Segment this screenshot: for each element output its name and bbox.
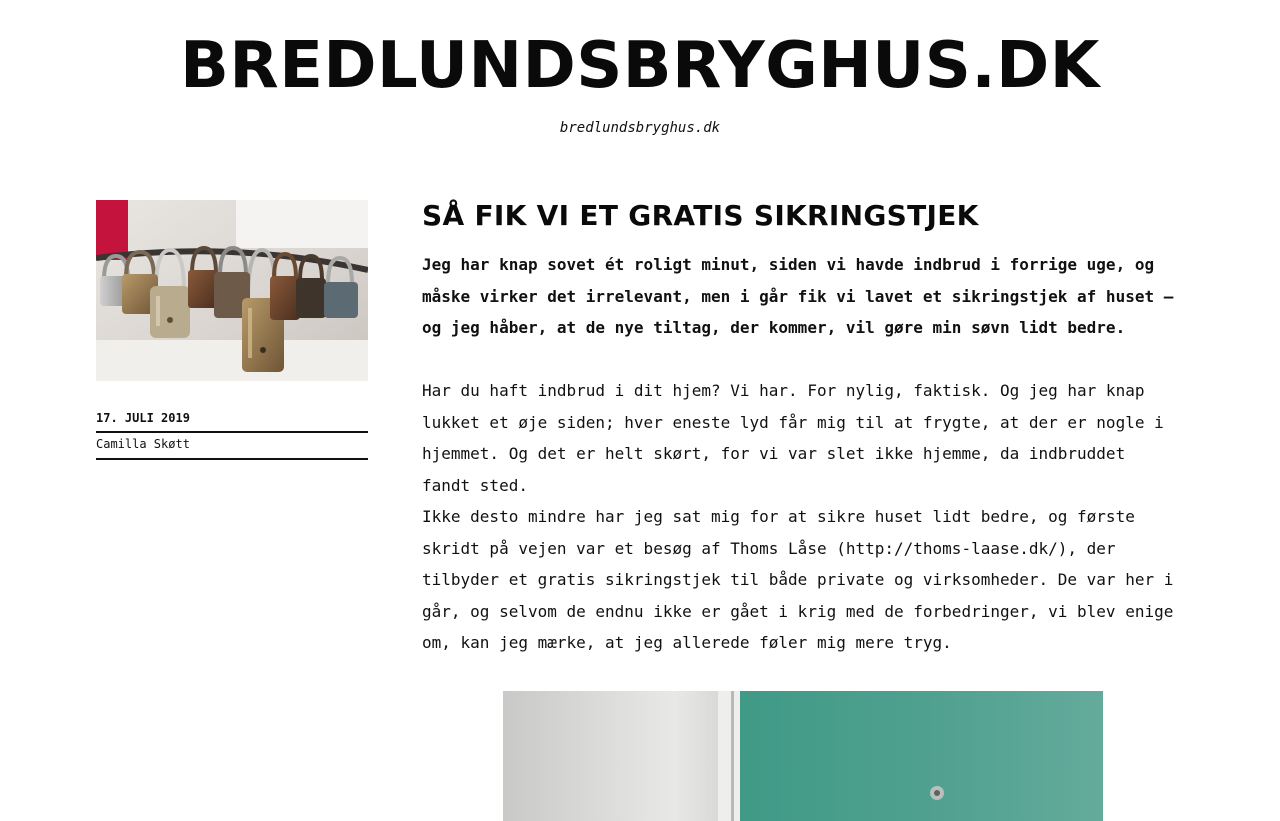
article-lead: Jeg har knap sovet ét roligt minut, siden vi havde indbrud i forrige uge, og måske virker det irrelevant, men i går fik vi lavet et sikringstjek af huset – og jeg håber, at de nye tiltag, der kommer, vil gøre min søvn lidt bedre.: [422, 255, 1174, 337]
site-title-link[interactable]: BREDLUNDSBRYGHUS.DK: [180, 29, 1100, 103]
featured-image-padlocks: [96, 200, 368, 381]
article-title: SÅ FIK VI ET GRATIS SIKRINGSTJEK: [422, 199, 979, 232]
article-image-green-door: [503, 691, 1103, 821]
article: [422, 196, 1182, 652]
article-paragraph: Har du haft indbrud i dit hjem? Vi har. For nylig, faktisk. Og jeg har knap lukket et øje siden; hver eneste lyd får mig til at frygte, at der er nogle i hjemmet. Og det er helt skørt, for vi var slet ikke hjemme, da indbruddet fandt sted.: [422, 381, 1164, 495]
post-sidebar: [96, 200, 368, 451]
article-paragraph: Ikke desto mindre har jeg sat mig for at sikre huset lidt bedre, og første skridt på vejen var et besøg af Thoms Låse (http://thoms-laase.dk/), der tilbyder et gratis sikringstjek til både private og virksomheder. De var her i går, og selvom de endnu ikke er gået i krig med de forbedringer, vi blev enige om, kan jeg mærke, at jeg allerede føler mig mere tryg.: [422, 507, 1174, 652]
post-author-link[interactable]: Camilla Skøtt: [96, 436, 368, 460]
featured-image-link[interactable]: [96, 200, 368, 381]
site-tagline: bredlundsbryghus.dk: [559, 120, 721, 136]
post-date: 17. JULI 2019: [96, 410, 368, 433]
